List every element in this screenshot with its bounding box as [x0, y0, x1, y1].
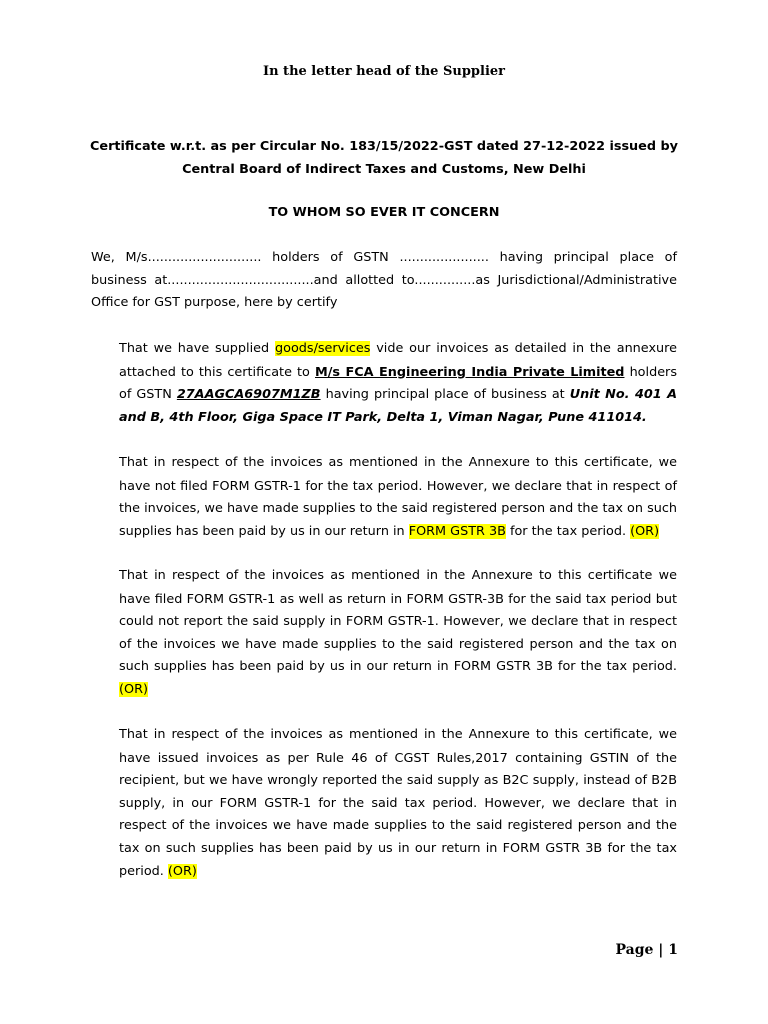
to-whom-heading: TO WHOM SO EVER IT CONCERN [268, 205, 500, 220]
item-1-text-d: having principal place of business at [320, 387, 570, 403]
declaration-item-1 [119, 338, 677, 429]
declaration-item-3 [119, 565, 677, 702]
recipient-gstn: 27AAGCA6907M1ZB [176, 387, 321, 403]
or-highlight: (OR) [630, 523, 660, 539]
certificate-title-line-1: Certificate w.r.t. as per Circular No. 183/15/2022-GST dated 27-12-2022 issued by [90, 139, 678, 154]
or-highlight: (OR) [119, 681, 148, 697]
certificate-title-line-2: Central Board of Indirect Taxes and Customs, New Delhi [182, 161, 586, 177]
item-3-text: That in respect of the invoices as mentioned in the Annexure to this certificate we have filed FORM GSTR-1 as well as return in FORM GSTR-3B for the said tax period but could not report the said supply in FORM GSTR-1. However, we declare that in respect of the invoices we have made supplies to the said registered person and the tax on such supplies has been paid by us in our return in FORM GSTR 3B for the tax period. [119, 568, 677, 675]
item-2-text-b: for the tax period. [505, 523, 631, 539]
goods-services-highlight: goods/services [275, 341, 371, 356]
intro-paragraph: We, M/s............................ holders of GSTN ...................... having principal place of business at....................................and allotted to...............as Jurisdictional/Administrative Office for GST purpose, here by certify [91, 250, 677, 310]
item-1-text-c: holders of GSTN [119, 364, 677, 403]
item-1-text-a: That we have supplied [119, 341, 275, 356]
form-gstr-3b-highlight: FORM GSTR 3B [408, 523, 506, 539]
certificate-title [80, 136, 688, 181]
item-1-text-b: vide our invoices as detailed in the annexure attached to this certificate to [119, 341, 677, 380]
recipient-company-name: M/s FCA Engineering India Private Limited [315, 364, 625, 380]
item-2-text: That in respect of the invoices as mentioned in the Annexure to this certificate, we have not filed FORM GSTR-1 for the tax period. However, we declare that in respect of the invoices, we have made supplies to the said registered person and the tax on such supplies has been paid by us in our return in [119, 455, 677, 539]
declaration-item-2 [119, 452, 677, 543]
item-4-text: That in respect of the invoices as mentioned in the Annexure to this certificate, we have issued invoices as per Rule 46 of CGST Rules,2017 containing GSTIN of the recipient, but we have wrongly reported the said supply as B2C supply, instead of B2B supply, in our FORM GSTR-1 for the said tax period. However, we declare that in respect of the invoices we have made supplies to the said registered person and the tax on such supplies has been paid by us in our return in FORM GSTR 3B for the tax period. [119, 727, 677, 879]
page-number: Page | 1 [615, 942, 678, 958]
or-highlight: (OR) [167, 863, 197, 879]
recipient-address: Unit No. 401 A and B, 4th Floor, Giga Space IT Park, Delta 1, Viman Nagar, Pune 411014. [119, 387, 677, 425]
declaration-item-4 [119, 724, 677, 883]
letterhead-note: In the letter head of the Supplier [263, 64, 505, 79]
